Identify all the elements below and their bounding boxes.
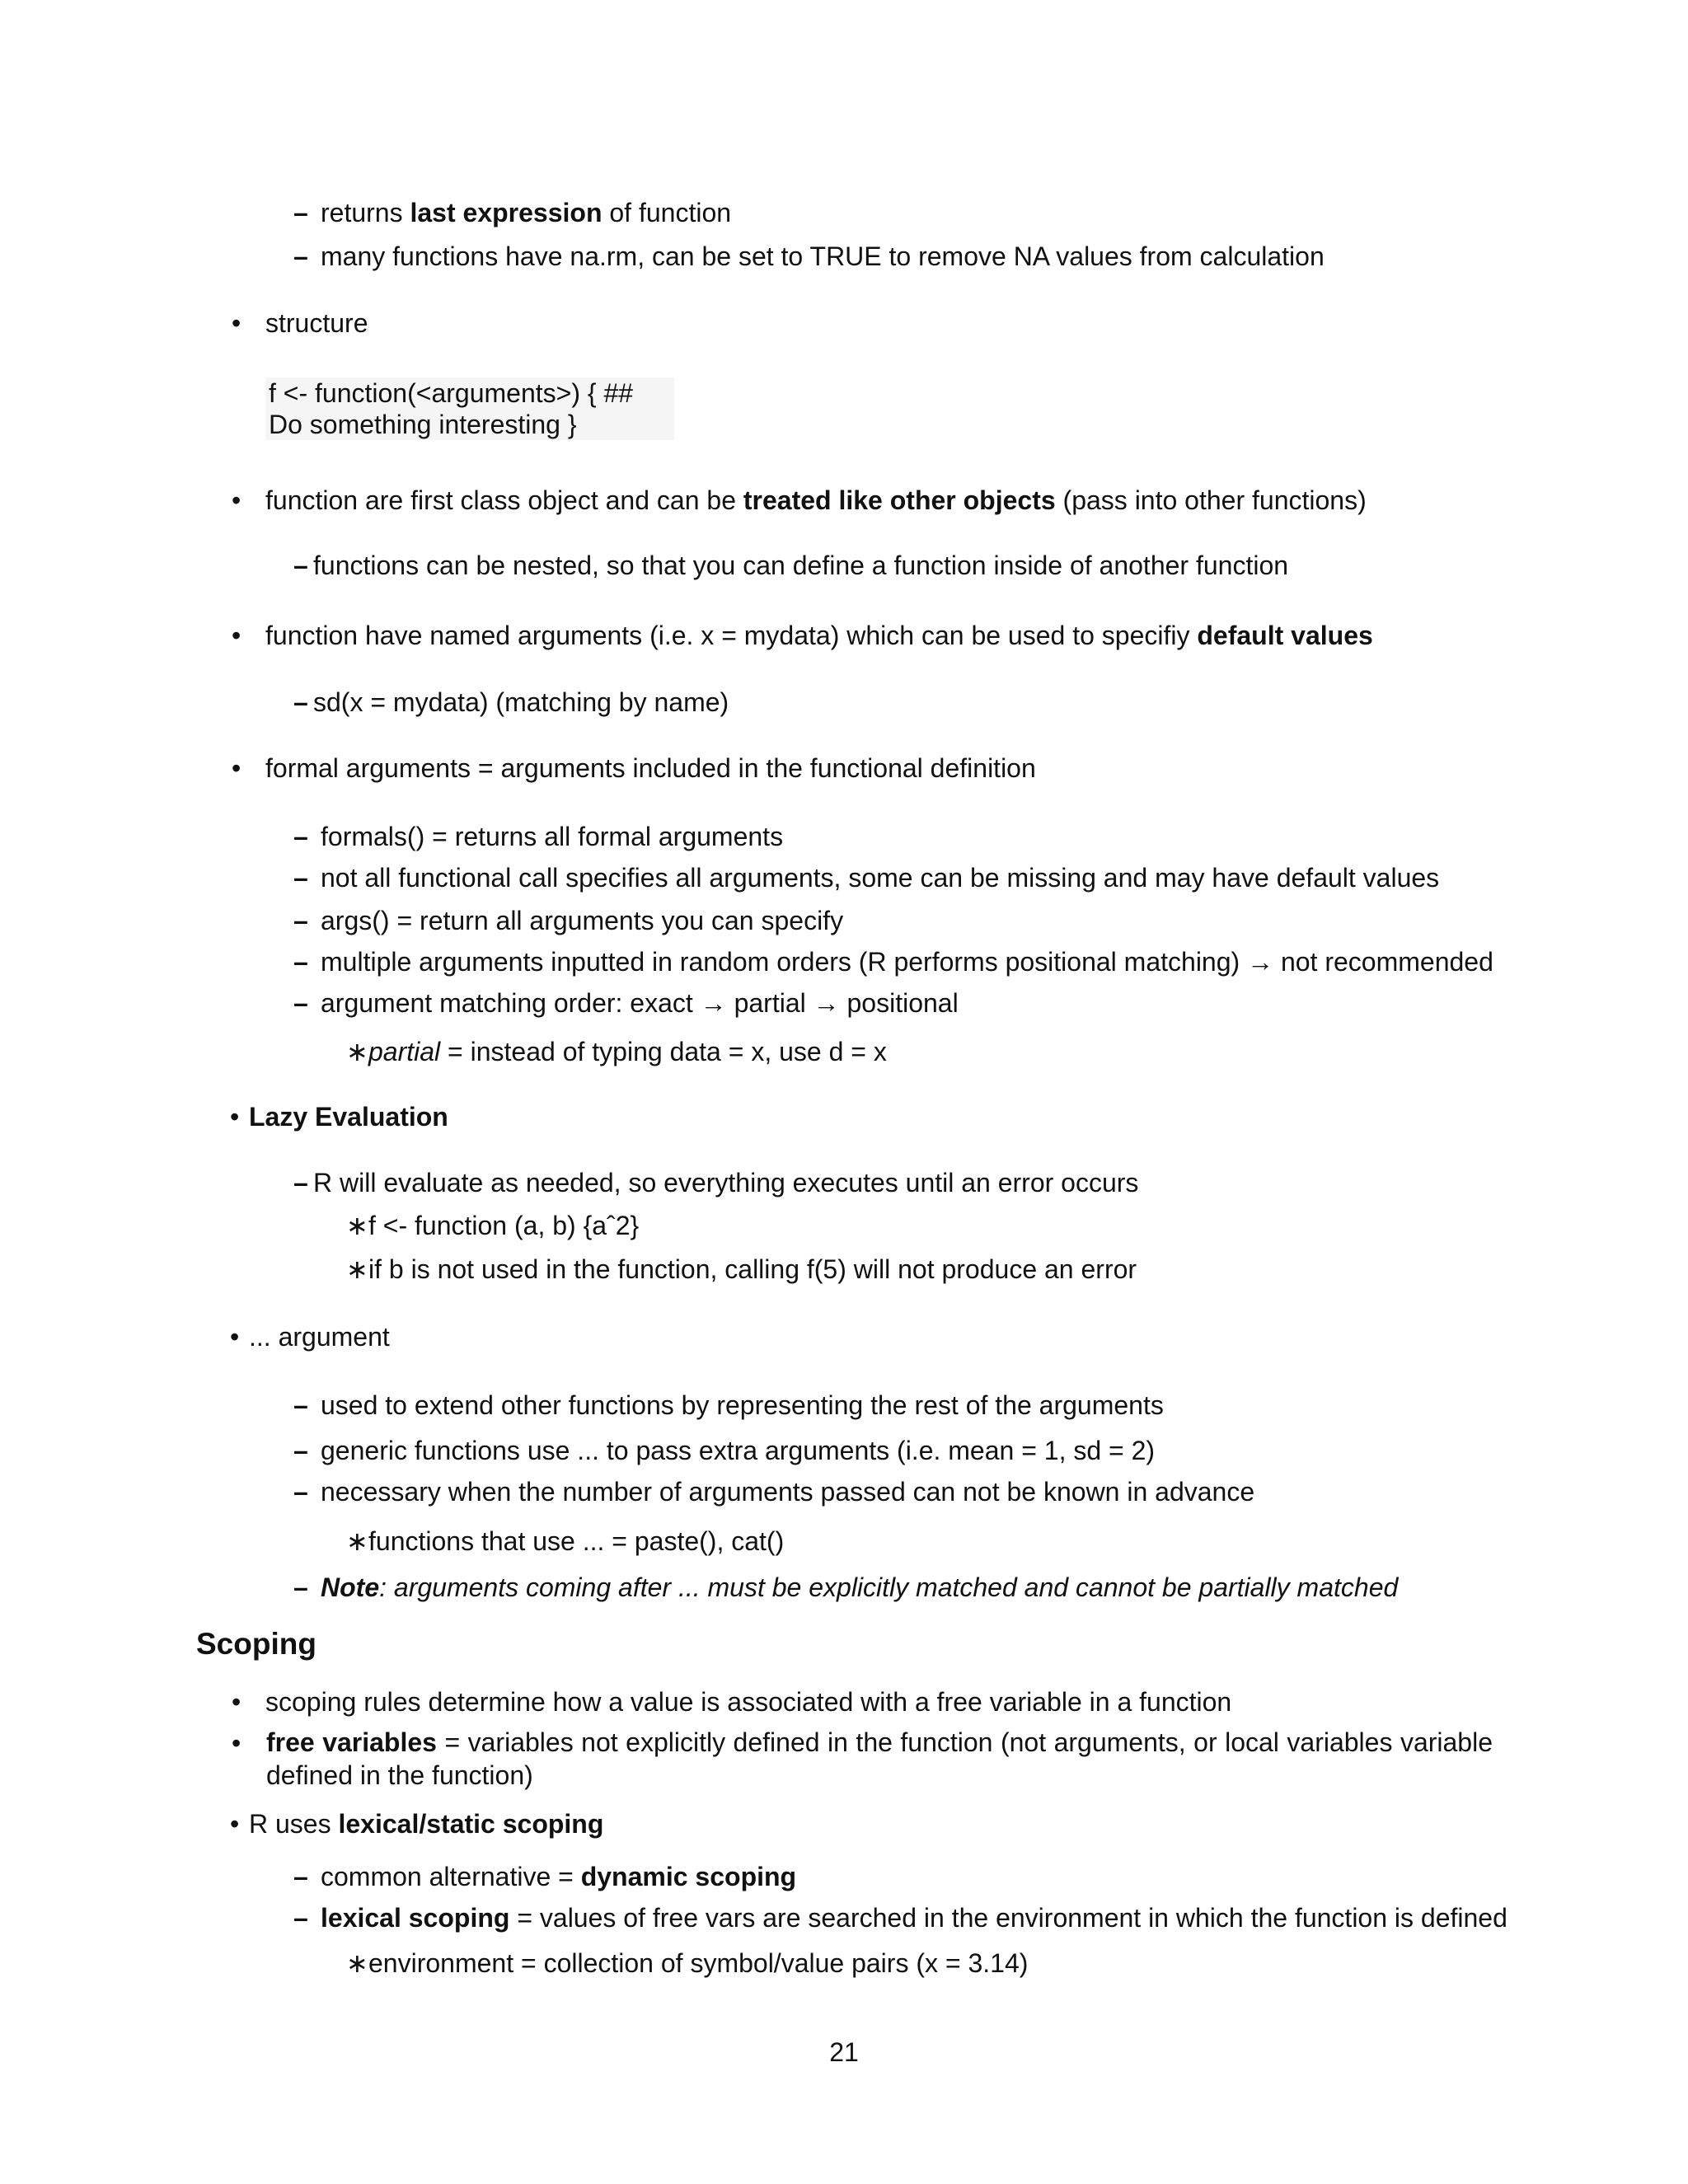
dash-marker: – bbox=[293, 1477, 308, 1507]
list-item: R uses lexical/static scoping bbox=[249, 1809, 604, 1839]
dash-marker: – bbox=[293, 906, 308, 935]
dash-marker: – bbox=[293, 988, 308, 1018]
list-item: free variables = variables not explicitly defined in the function (not arguments, or local variables variable defined in the function) bbox=[266, 1727, 1493, 1790]
list-item: function are first class object and can be treated like other objects (pass into other functions) bbox=[265, 485, 1367, 515]
page-number: 21 bbox=[829, 2037, 859, 2067]
list-item: formal arguments = arguments included in the functional definition bbox=[265, 753, 1036, 783]
list-item: many functions have na.rm, can be set to TRUE to remove NA values from calculation bbox=[321, 241, 1325, 271]
list-item: R will evaluate as needed, so everything executes until an error occurs bbox=[313, 1168, 1139, 1197]
code-block: f <- function(<arguments>) { ## Do something interesting } bbox=[265, 377, 674, 440]
dash-marker: – bbox=[293, 1862, 308, 1891]
star-marker: ∗ bbox=[346, 1211, 368, 1240]
section-heading: Scoping bbox=[196, 1627, 316, 1661]
list-item: partial = instead of typing data = x, use d = x bbox=[368, 1037, 887, 1066]
bullet-marker: • bbox=[232, 485, 241, 515]
star-marker: ∗ bbox=[346, 1254, 368, 1284]
list-item: args() = return all arguments you can specify bbox=[321, 906, 844, 935]
list-item: necessary when the number of arguments passed can not be known in advance bbox=[321, 1477, 1255, 1507]
list-item: functions that use ... = paste(), cat() bbox=[368, 1526, 785, 1556]
dash-marker: – bbox=[293, 822, 308, 851]
list-item: function have named arguments (i.e. x = mydata) which can be used to specifiy default values bbox=[265, 621, 1373, 650]
dash-marker: – bbox=[293, 1168, 308, 1197]
dash-marker: – bbox=[293, 198, 308, 227]
star-marker: ∗ bbox=[346, 1037, 368, 1066]
list-item: generic functions use ... to pass extra arguments (i.e. mean = 1, sd = 2) bbox=[321, 1436, 1156, 1465]
bullet-marker: • bbox=[232, 621, 241, 650]
bullet-marker: • bbox=[232, 1728, 241, 1758]
list-item: Lazy Evaluation bbox=[249, 1102, 448, 1132]
list-item: environment = collection of symbol/value pairs (x = 3.14) bbox=[368, 1948, 1029, 1978]
list-item: f <- function (a, b) {aˆ2} bbox=[368, 1211, 640, 1240]
list-item: Note: arguments coming after ... must be explicitly matched and cannot be partially matched bbox=[321, 1572, 1399, 1602]
bullet-marker: • bbox=[232, 308, 241, 338]
list-item: common alternative = dynamic scoping bbox=[321, 1862, 797, 1891]
list-item: lexical scoping = values of free vars are searched in the environment in which the function is defined bbox=[321, 1903, 1507, 1933]
list-item: formals() = returns all formal arguments bbox=[321, 822, 784, 851]
dash-marker: – bbox=[293, 1390, 308, 1420]
list-item: structure bbox=[265, 308, 368, 338]
list-item: multiple arguments inputted in random orders (R performs positional matching) → not recommended bbox=[321, 947, 1493, 977]
dash-marker: – bbox=[293, 863, 308, 893]
dash-marker: – bbox=[293, 687, 308, 717]
bullet-marker: • bbox=[230, 1102, 240, 1132]
bullet-marker: • bbox=[232, 1687, 241, 1717]
dash-marker: – bbox=[293, 1572, 308, 1602]
bullet-marker: • bbox=[232, 753, 241, 783]
list-item: not all functional call specifies all arguments, some can be missing and may have default values bbox=[321, 863, 1440, 893]
dash-marker: – bbox=[293, 241, 308, 271]
list-item: sd(x = mydata) (matching by name) bbox=[313, 687, 729, 717]
list-item: argument matching order: exact → partial → positional bbox=[321, 988, 959, 1018]
star-marker: ∗ bbox=[346, 1526, 368, 1556]
dash-marker: – bbox=[293, 1903, 308, 1933]
bullet-marker: • bbox=[230, 1322, 240, 1352]
list-item: scoping rules determine how a value is associated with a free variable in a function bbox=[265, 1687, 1232, 1717]
list-item: returns last expression of function bbox=[321, 198, 732, 227]
dash-marker: – bbox=[293, 947, 308, 977]
list-item: ... argument bbox=[249, 1322, 390, 1352]
dash-marker: – bbox=[293, 1436, 308, 1465]
list-item: functions can be nested, so that you can define a function inside of another function bbox=[313, 551, 1289, 580]
list-item: if b is not used in the function, calling f(5) will not produce an error bbox=[368, 1254, 1137, 1284]
star-marker: ∗ bbox=[346, 1948, 368, 1978]
dash-marker: – bbox=[293, 551, 308, 580]
list-item: used to extend other functions by representing the rest of the arguments bbox=[321, 1390, 1164, 1420]
bullet-marker: • bbox=[230, 1809, 240, 1839]
